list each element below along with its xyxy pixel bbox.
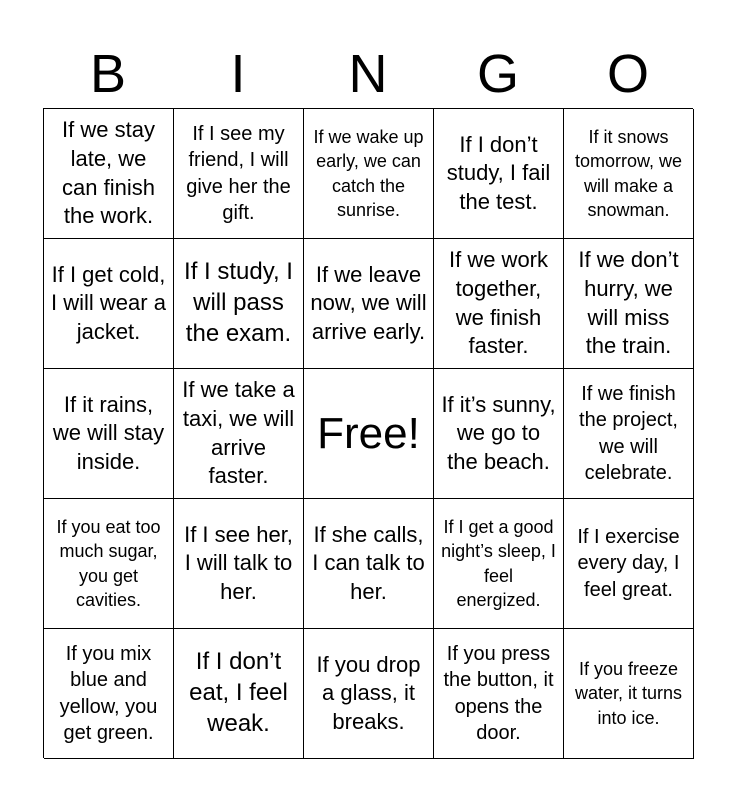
bingo-cell: If we take a taxi, we will arrive faster.: [174, 369, 304, 499]
bingo-cell: If we work together, we finish faster.: [434, 239, 564, 369]
bingo-cell: If it’s sunny, we go to the beach.: [434, 369, 564, 499]
bingo-cell: If I don’t study, I fail the test.: [434, 109, 564, 239]
bingo-cell: If we wake up early, we can catch the sunrise.: [304, 109, 434, 239]
header-letter-g: G: [476, 44, 519, 104]
bingo-cell: If it snows tomorrow, we will make a snowman.: [564, 109, 694, 239]
bingo-card-grid: [43, 108, 693, 758]
bingo-cell: If we don’t hurry, we will miss the train.: [564, 239, 694, 369]
bingo-header: [43, 40, 693, 108]
bingo-cell: If I see my friend, I will give her the gift.: [174, 109, 304, 239]
bingo-cell: If I get cold, I will wear a jacket.: [44, 239, 174, 369]
free-space-cell: Free!: [304, 369, 434, 499]
bingo-cell: If she calls, I can talk to her.: [304, 499, 434, 629]
bingo-cell: If I don’t eat, I feel weak.: [174, 629, 304, 759]
bingo-cell: If you drop a glass, it breaks.: [304, 629, 434, 759]
bingo-cell: If I exercise every day, I feel great.: [564, 499, 694, 629]
bingo-cell: If I see her, I will talk to her.: [174, 499, 304, 629]
bingo-cell: If it rains, we will stay inside.: [44, 369, 174, 499]
header-letter-n: N: [348, 44, 388, 104]
bingo-cell: If you freeze water, it turns into ice.: [564, 629, 694, 759]
bingo-cell: If I get a good night’s sleep, I feel energized.: [434, 499, 564, 629]
bingo-cell: If you eat too much sugar, you get cavities.: [44, 499, 174, 629]
bingo-cell: If I study, I will pass the exam.: [174, 239, 304, 369]
header-letter-o: O: [606, 44, 649, 104]
header-letter-b: B: [89, 44, 127, 104]
bingo-cell: If you mix blue and yellow, you get green.: [44, 629, 174, 759]
bingo-cell: If you press the button, it opens the door.: [434, 629, 564, 759]
bingo-cell: If we finish the project, we will celebrate.: [564, 369, 694, 499]
bingo-cell: If we stay late, we can finish the work.: [44, 109, 174, 239]
bingo-cell: If we leave now, we will arrive early.: [304, 239, 434, 369]
header-letter-i: I: [230, 44, 246, 104]
